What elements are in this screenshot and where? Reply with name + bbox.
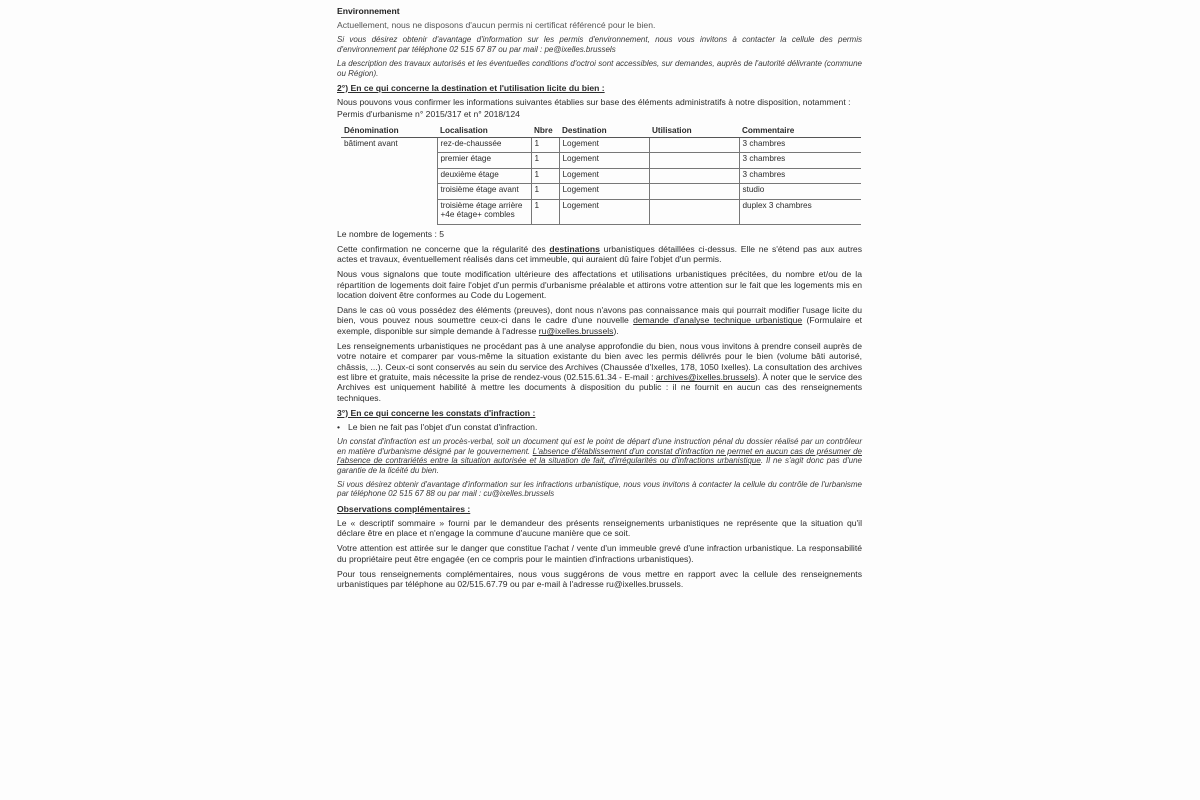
- cell-localisation: premier étage: [437, 153, 531, 169]
- cell-commentaire: 3 chambres: [739, 137, 861, 153]
- cell-utilisation: [649, 153, 739, 169]
- infraction-contact: Si vous désirez obtenir d'avantage d'information sur les infractions urbanistique, nous vous invitons à contacter la cellule du contrôle de l'urbanisme par téléphone 02 515 67 88 ou par mail : cu@ixelles.brussels: [337, 479, 862, 499]
- cell-destination: Logement: [559, 153, 649, 169]
- definition-text-end: . Il ne s'agit donc pas d'une garantie de la licéité du bien.: [337, 456, 863, 475]
- cell-utilisation: [649, 137, 739, 153]
- cell-utilisation: [649, 184, 739, 200]
- col-nombre: Nbre: [531, 125, 559, 137]
- cell-nombre: 1: [531, 199, 559, 224]
- infraction-bullet: • Le bien ne fait pas l'objet d'un constat d'infraction.: [337, 422, 862, 432]
- cell-localisation: troisième étage arrière +4e étage+ combles: [437, 199, 531, 224]
- notaire-paragraph: [337, 341, 862, 403]
- cell-localisation: troisième étage avant: [437, 184, 531, 200]
- document-body: [337, 6, 862, 594]
- col-utilisation: Utilisation: [649, 125, 739, 137]
- section2-title: 2°) En ce qui concerne la destination et l'utilisation licite du bien :: [337, 82, 605, 93]
- cell-nombre: 1: [531, 168, 559, 184]
- cell-nombre: 1: [531, 153, 559, 169]
- notaire-text-end: ). À noter que le service des Archives est uniquement habilité à mettre les documents à disposition du public : il ne fournit en aucun cas des renseignements techniques.: [337, 371, 863, 403]
- cell-nombre: 1: [531, 137, 559, 153]
- cell-utilisation: [649, 199, 739, 224]
- modification-paragraph: Nous vous signalons que toute modification ultérieure des affectations et utilisations urbanistiques précitées, du nombre et/ou de la répartition de logements doit faire l'objet d'un permis d'urbanisme préalable et attirons votre attention sur le fait que les logements mis en location doivent être conformes au Code du Logement.: [337, 269, 862, 301]
- cell-destination: Logement: [559, 184, 649, 200]
- preuves-text: Dans le cas où vous possédez des éléments (preuves), dont nous n'avons pas connaissance mais qui pourrait modifier l'usage licite du bien, vous pouvez nous soumettre ceux-ci dans le cadre d'une nouvelle: [337, 305, 862, 326]
- definition-text: Un constat d'infraction est un procès-verbal, soit un document qui est le point de départ d'une instruction pénal du dossier réalisé par un contrôleur en matière d'urbanisme désigné par le gouvernement.: [337, 436, 862, 456]
- cell-commentaire: studio: [739, 184, 861, 200]
- destination-table: [341, 125, 861, 225]
- table-row: [341, 137, 861, 153]
- cell-localisation: rez-de-chaussée: [437, 137, 531, 153]
- observations-paragraph-2: Votre attention est attirée sur le danger que constitue l'achat / vente d'un immeuble grevé d'une infraction urbanistique. La responsabilité du propriétaire peut être engagée (en ce compris pour le maintien d'infractions urbanistiques).: [337, 543, 862, 564]
- col-commentaire: Commentaire: [739, 125, 861, 137]
- environnement-contact: Si vous désirez obtenir d'avantage d'information sur les permis d'environnement, nous vous invitons à contacter la cellule des permis d'environnement par téléphone 02 515 67 87 ou par mail : pe@ixelles.brussels: [337, 35, 862, 54]
- preuves-text-end: ).: [613, 325, 619, 336]
- preuves-text-mid: (Formulaire et exemple, disponible sur simple demande à l'adresse: [337, 315, 863, 336]
- cell-denomination: bâtiment avant: [344, 138, 398, 148]
- cell-destination: Logement: [559, 168, 649, 184]
- col-denomination: Dénomination: [341, 125, 437, 137]
- observations-paragraph-1: Le « descriptif sommaire » fourni par le demandeur des présents renseignements urbanistiques ne représente que la situation qu'il déclare être en place et n'engage la commune d'aucune manière que ce soit.: [337, 517, 862, 539]
- cell-commentaire: 3 chambres: [739, 153, 861, 169]
- section3-title: 3°) En ce qui concerne les constats d'infraction :: [337, 407, 536, 418]
- col-destination: Destination: [559, 125, 649, 137]
- ru-email-link[interactable]: ru@ixelles.brussels: [538, 325, 614, 336]
- permis-reference: Permis d'urbanisme n° 2015/317 et n° 2018/124: [337, 108, 520, 119]
- demande-analyse-link[interactable]: demande d'analyse technique urbanistique: [633, 315, 803, 326]
- confirmation-text: Cette confirmation ne concerne que la régularité des: [337, 243, 550, 254]
- cell-commentaire: 3 chambres: [739, 168, 861, 184]
- environnement-paragraph: Actuellement, nous ne disposons d'aucun permis ni certificat référencé pour le bien.: [337, 20, 656, 31]
- cell-localisation: deuxième étage: [437, 168, 531, 184]
- cell-nombre: 1: [531, 184, 559, 200]
- cell-utilisation: [649, 168, 739, 184]
- cell-destination: Logement: [559, 199, 649, 224]
- nombre-logements: Le nombre de logements : 5: [337, 229, 445, 240]
- observations-paragraph-3: Pour tous renseignements complémentaires, nous vous suggérons de vous mettre en rapport avec la cellule des renseignements urbanistiques par téléphone au 02/515.67.79 ou par e-mail à l'adresse ru@ixelles.brussels.: [337, 568, 862, 589]
- col-localisation: Localisation: [437, 125, 531, 137]
- confirmation-text-end: urbanistiques détaillées ci-dessus. Elle ne s'étend pas aux autres actes et travaux, éventuellement réalisés dans cet immeuble, qui auraient dû faire l'objet d'un permis.: [337, 243, 863, 265]
- preuves-paragraph: [337, 305, 862, 336]
- section2-intro: Nous pouvons vous confirmer les informations suivantes établies sur base des éléments administratifs à notre disposition, notamment :: [337, 97, 851, 108]
- cell-destination: Logement: [559, 137, 649, 153]
- definition-underlined: L'absence d'établissement d'un constat d'infraction ne permet en aucun cas de présumer de l'absence de contrariétés entre la situation autorisée et la situation de fait, d'irrégularités ou d'infractions urbanistique: [337, 446, 862, 466]
- cell-commentaire: duplex 3 chambres: [739, 199, 861, 224]
- archives-email-link[interactable]: archives@ixelles.brussels: [655, 371, 755, 382]
- notaire-text: Les renseignements urbanistiques ne procédant pas à une analyse approfondie du bien, nous vous invitons à prendre conseil auprès de votre notaire et comparer par vous-même la situation existante du bien avec les permis délivrés pour le bien (volume bâti autorisé, châssis, ...). Ceux-ci sont conservés au sein du service des Archives (Chaussée d'Ixelles, 178, 1050 Ixelles). La consultation des archives est libre et gratuite, mais nécessite la prise de rendez-vous (02.515.61.34 - E-mail :: [337, 340, 862, 382]
- confirmation-paragraph: [337, 244, 862, 265]
- destinations-emphasis: destinations: [549, 243, 600, 254]
- infraction-definition: [337, 437, 862, 475]
- environnement-description: La description des travaux autorisés et les éventuelles conditions d'octroi sont accessibles, sur demandes, auprès de l'autorité délivrante (commune ou Région).: [337, 59, 862, 78]
- table-header-row: [341, 125, 861, 137]
- observations-title: Observations complémentaires :: [337, 503, 471, 514]
- environnement-title: Environnement: [337, 6, 400, 16]
